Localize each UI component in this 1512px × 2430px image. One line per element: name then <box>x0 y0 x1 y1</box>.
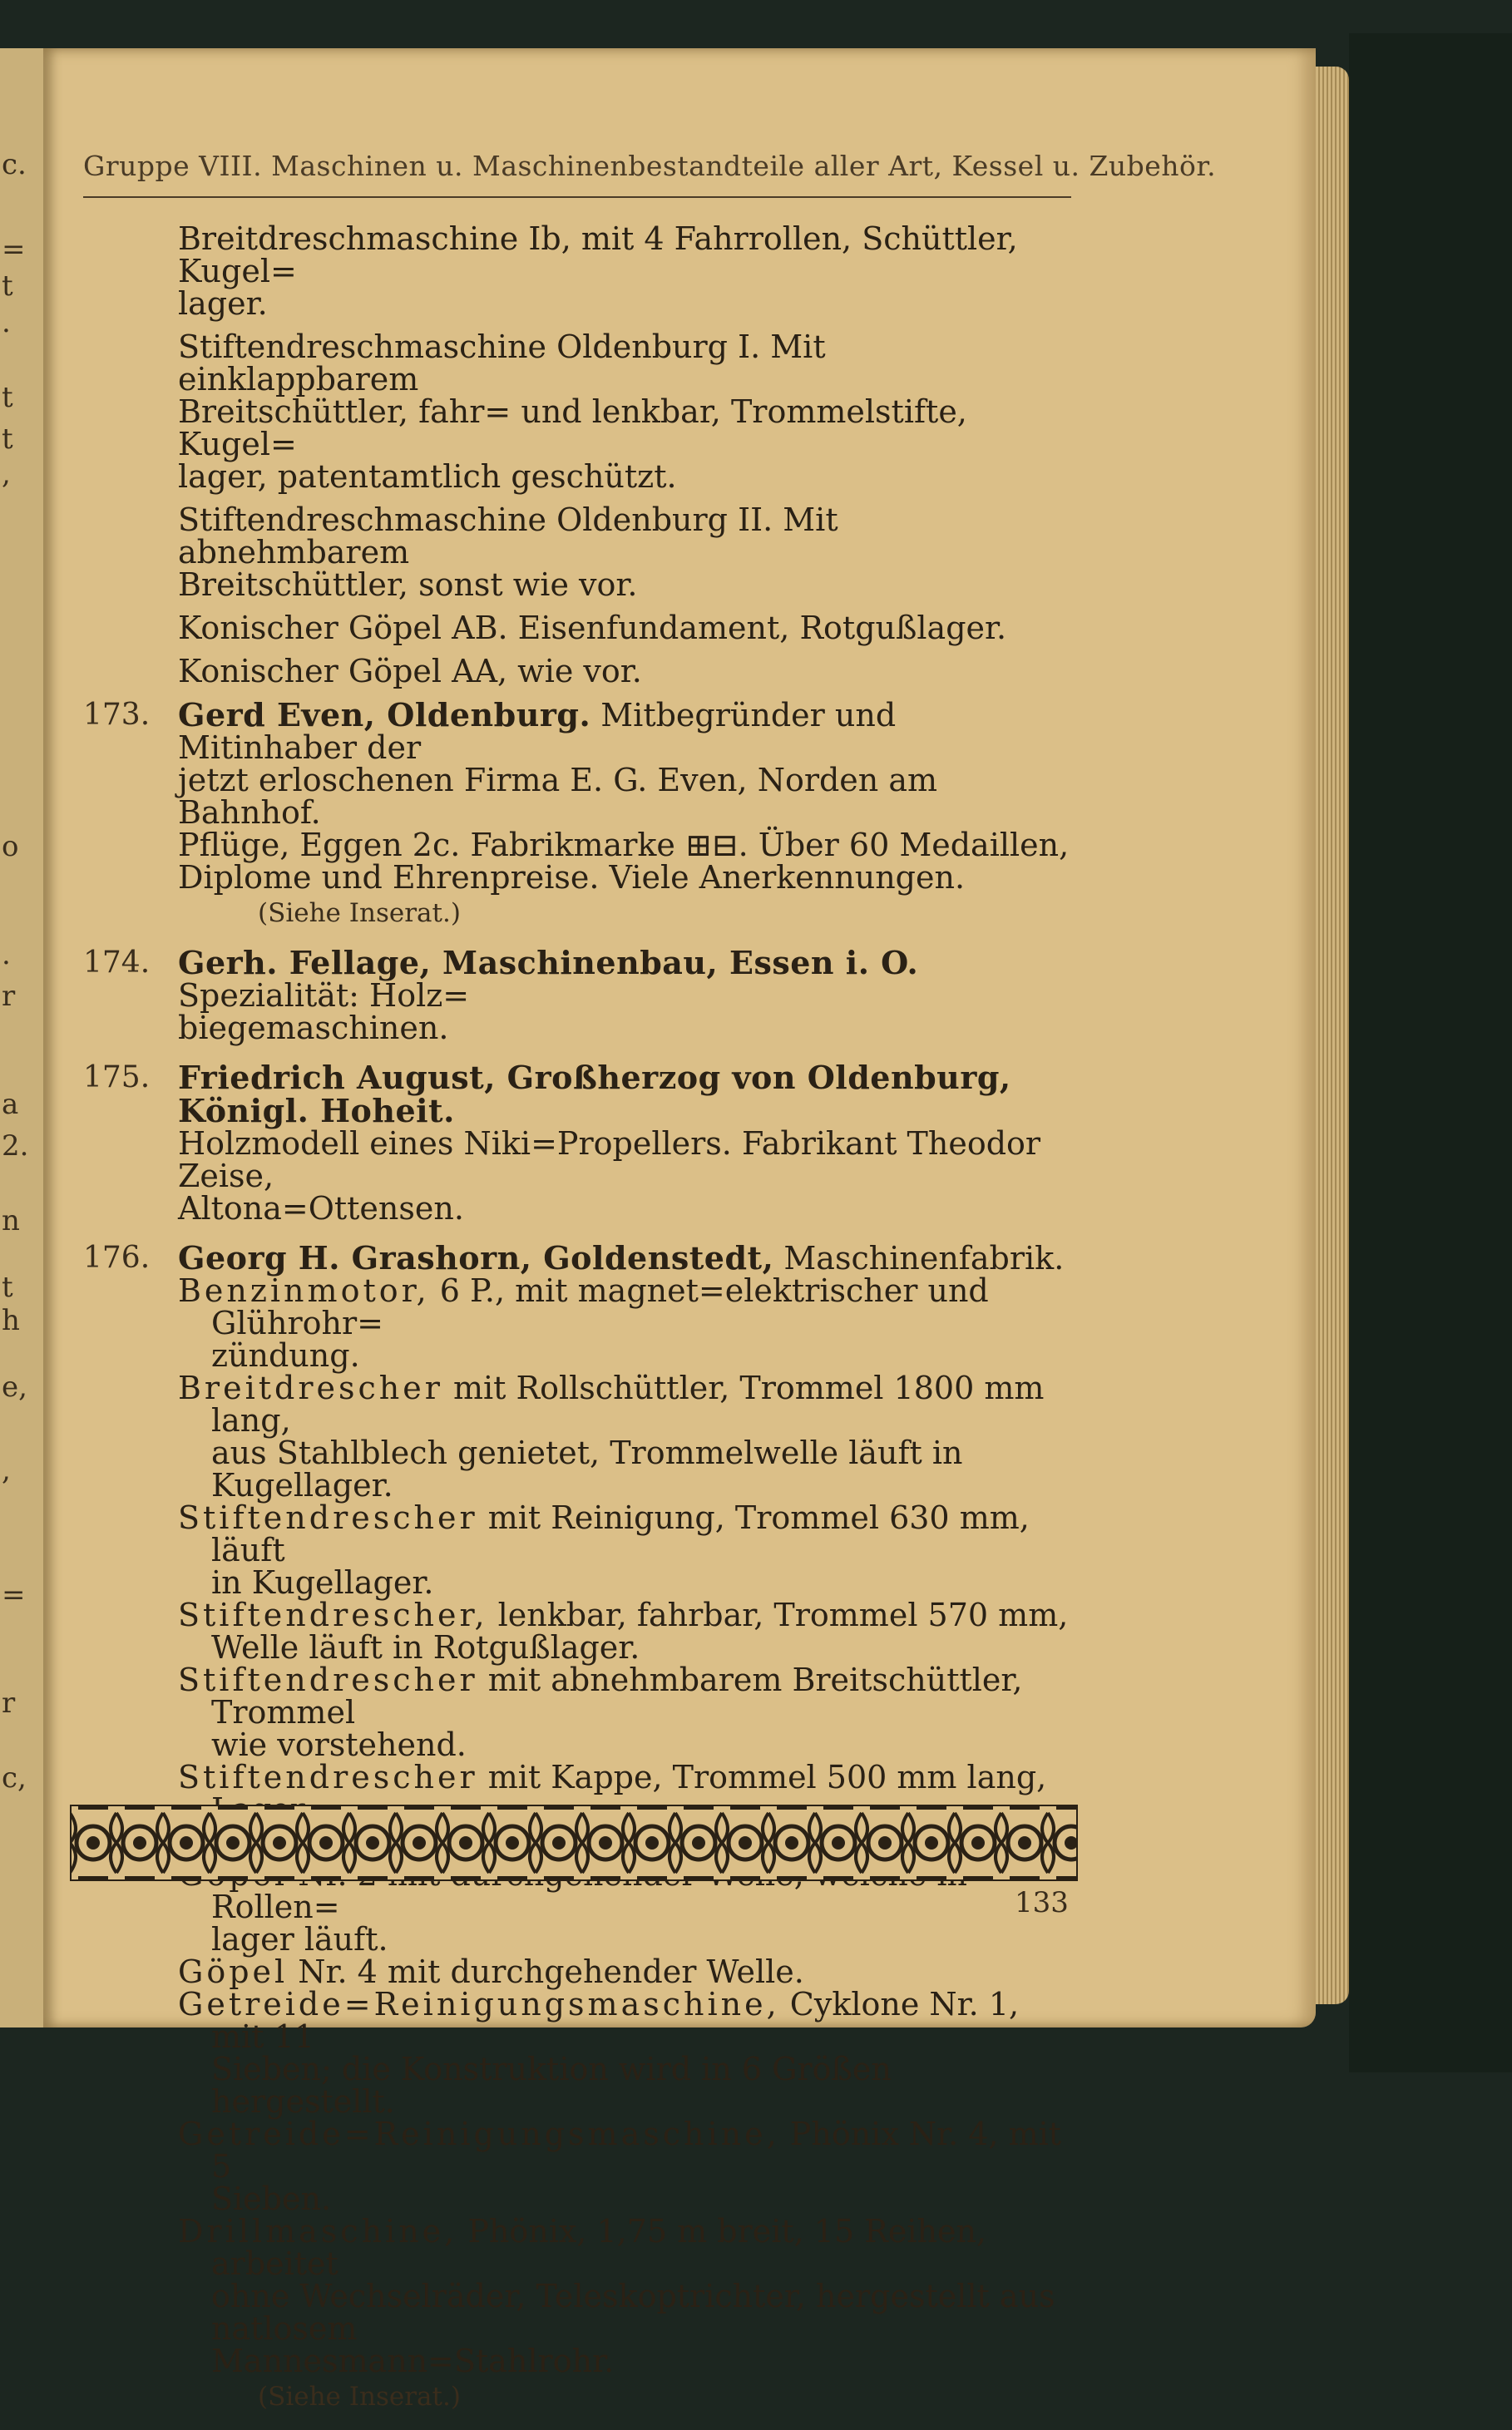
list-item <box>83 501 1073 603</box>
page-content <box>83 220 1073 2430</box>
entry-number: 176. <box>83 1241 151 1275</box>
product-desc-cont: ohne Wechselräder, Teleskoptrichter, hergestellt aus natlosem <box>211 2278 1055 2347</box>
product-name: Getreide=Reinigungsmaschine, <box>178 1986 780 2023</box>
product-name: Göpel <box>178 1953 289 1990</box>
list-item <box>83 612 1073 645</box>
left-page-mark: o <box>2 830 19 863</box>
list-item <box>178 1664 1073 1761</box>
left-page-mark: = <box>2 233 26 266</box>
product-desc-cont: in Kugellager. <box>211 1564 434 1601</box>
list-item <box>83 220 1073 322</box>
product-desc: Phönix Nr. 4, mit 5 <box>211 2116 1062 2185</box>
product-desc: mit Rollschüttler, Trommel 1800 mm lang, <box>211 1370 1045 1439</box>
product-desc: Cyklone Nr. 1, mit 11 <box>211 1986 1020 2055</box>
intro-block <box>83 220 1073 689</box>
left-page-mark: 2. <box>2 1129 29 1163</box>
left-page-mark: . <box>2 938 11 971</box>
entry-line: Pflüge, Eggen 2c. Fabrikmarke ⊞⊟. Über 60 Medaillen, <box>178 827 1070 863</box>
product-desc-cont: lager läuft. <box>211 1921 388 1958</box>
left-page-mark: t <box>2 422 13 456</box>
list-item <box>83 328 1073 495</box>
product-desc-cont: Mannesmann=Stahlrohr. <box>211 2343 615 2379</box>
entry-line: Spezialität: Holz= <box>178 977 470 1014</box>
product-name: Drillmaschine, <box>178 2213 458 2250</box>
item-line: Konischer Göpel AA, wie vor. <box>178 653 642 689</box>
item-line: Konischer Göpel AB. Eisenfundament, Rotgußlager. <box>178 610 1007 646</box>
list-item <box>178 2215 1073 2378</box>
item-line: Stiftendreschmaschine Oldenburg I. Mit einklappbarem <box>178 328 826 398</box>
product-desc-cont: Sieben. <box>211 2181 332 2217</box>
header-rule <box>83 196 1071 198</box>
product-name: Stiftendrescher <box>178 1662 478 1698</box>
item-line: lager. <box>178 285 268 322</box>
left-page-mark: , <box>2 1454 11 1487</box>
left-page-mark: = <box>2 1578 26 1612</box>
product-desc-cont: Sieben; die Konstruktion wird in 6 Größen hergestellt. <box>211 2051 892 2120</box>
product-name: Getreide=Reinigungsmaschine, <box>178 2116 780 2152</box>
company-name: Friedrich August, Großherzog von Oldenburg, Königl. Hoheit. <box>178 1059 1011 1129</box>
product-name: Breitdrescher <box>178 1370 443 1406</box>
left-page-mark: e, <box>2 1371 27 1404</box>
left-page-mark: r <box>2 980 16 1013</box>
list-item <box>178 1599 1073 1664</box>
left-page-mark: a <box>2 1088 19 1121</box>
page-edges <box>1316 67 1349 2004</box>
entry-text <box>83 1239 1073 1277</box>
entry-175 <box>83 1061 1073 1225</box>
product-desc: Phönix, 1,75 m breit, 15 Reihen, arbeitet <box>211 2213 987 2282</box>
company-name: Gerd Even, Oldenburg. <box>178 696 591 733</box>
entry-line: Altona=Ottensen. <box>178 1190 464 1227</box>
entry-number: 174. <box>83 946 151 980</box>
entry-text <box>83 696 1073 896</box>
entry-line: biegemaschinen. <box>178 1010 449 1046</box>
product-desc: Rollen= <box>211 1889 340 1925</box>
list-item <box>178 2118 1073 2215</box>
left-page-mark: r <box>2 1687 16 1720</box>
product-name: Stiftendrescher <box>178 1759 478 1795</box>
entry-173 <box>83 696 1073 930</box>
book-binding <box>1349 33 1512 2072</box>
item-line: Breitschüttler, fahr= und lenkbar, Trommelstifte, Kugel= <box>178 393 967 462</box>
product-desc-cont: zündung. <box>211 1337 360 1374</box>
product-name: Stiftendrescher <box>178 1499 478 1536</box>
list-item <box>178 1499 1073 1601</box>
ornamental-border <box>70 1805 1078 1881</box>
item-line: lager, patentamtlich geschützt. <box>178 458 677 495</box>
product-name: Benzinmotor, <box>178 1272 430 1309</box>
product-desc-cont: aus Stahlblech genietet, Trommelwelle läuft in Kugellager. <box>211 1435 963 1504</box>
entry-text <box>83 1061 1073 1225</box>
left-page-mark: n <box>2 1204 20 1237</box>
left-page-mark: c. <box>2 148 27 181</box>
entry-number: 175. <box>83 1060 151 1094</box>
product-desc-cont: wie vorstehend. <box>211 1726 467 1763</box>
product-desc: Nr. 4 mit durchgehender Welle. <box>288 1953 804 1990</box>
product-desc: mit Kappe, Trommel 500 mm lang, <box>487 1759 1047 1795</box>
entry-line: Holzmodell eines Niki=Propellers. Fabrikant Theodor Zeise, <box>178 1125 1041 1194</box>
item-line: Breitdreschmaschine Ib, mit 4 Fahrrollen, Schüttler, Kugel= <box>178 220 1018 289</box>
product-desc: mit Reinigung, Trommel 630 mm, läuft <box>211 1499 1030 1568</box>
item-line: Stiftendreschmaschine Oldenburg II. Mit abnehmbarem <box>178 501 838 570</box>
company-name: Gerh. Fellage, Maschinenbau, Essen i. O. <box>178 944 919 981</box>
entry-line: Mitbegründer und Mitinhaber der <box>178 697 897 766</box>
company-name: Georg H. Grashorn, Goldenstedt, <box>178 1239 774 1277</box>
entry-line: Maschinenfabrik. <box>773 1240 1065 1277</box>
product-desc: 6 P., mit magnet=elektrischer und Glührohr= <box>211 1272 989 1341</box>
product-desc: lenkbar, fahrbar, Trommel 570 mm, <box>487 1597 1069 1633</box>
left-page-mark: h <box>2 1304 20 1337</box>
entry-line: Diplome und Ehrenpreise. Viele Anerkennungen. <box>178 859 966 896</box>
left-page-mark: t <box>2 381 13 414</box>
page-number: 133 <box>1015 1886 1069 1919</box>
see-advertisement-note: (Siehe Inserat.) <box>258 2382 461 2412</box>
list-item <box>178 1988 1073 2118</box>
list-item <box>178 1953 1073 1990</box>
product-desc: mit abnehmbarem Breitschüttler, Trommel <box>211 1662 1023 1731</box>
list-item <box>178 1272 1073 1374</box>
left-page-mark: . <box>2 306 11 339</box>
see-advertisement-note: (Siehe Inserat.) <box>258 898 461 928</box>
left-page-mark: t <box>2 1271 13 1304</box>
product-desc-cont: Welle läuft in Rotgußlager. <box>211 1629 640 1666</box>
entry-text <box>83 946 1073 1045</box>
list-item <box>178 1372 1073 1502</box>
item-line: Breitschüttler, sonst wie vor. <box>178 566 638 603</box>
running-header: Gruppe VIII. Maschinen u. Maschinenbestandteile aller Art, Kessel u. Zubehör. <box>83 150 1217 182</box>
entry-174 <box>83 946 1073 1045</box>
entry-number: 173. <box>83 698 151 732</box>
adjacent-page-edge <box>0 48 46 2027</box>
left-page-mark: , <box>2 457 11 491</box>
entry-line: jetzt erloschenen Firma E. G. Even, Norden am Bahnhof. <box>178 762 938 831</box>
list-item <box>83 655 1073 688</box>
left-page-mark: c, <box>2 1761 27 1795</box>
product-name: Stiftendrescher, <box>178 1597 488 1633</box>
left-page-mark: t <box>2 269 13 303</box>
